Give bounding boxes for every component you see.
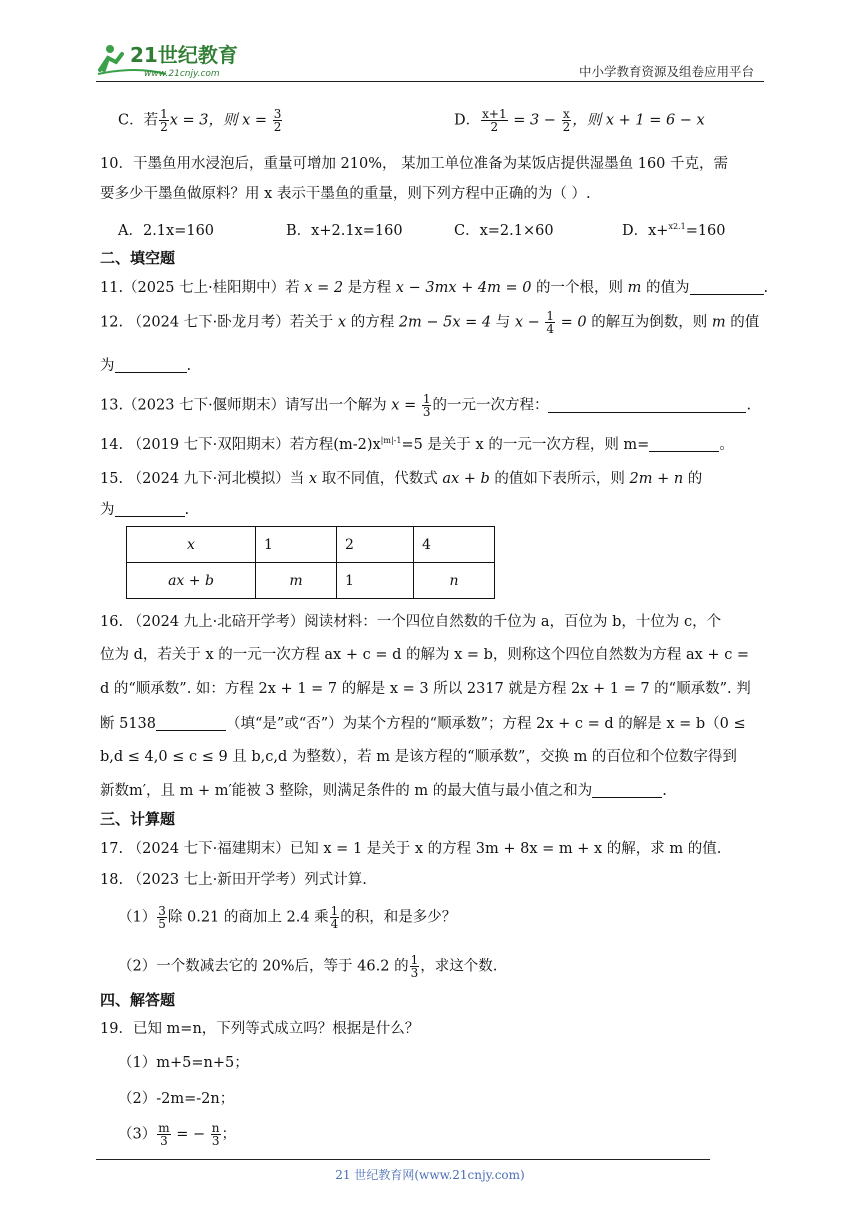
table-cell [127,527,256,563]
q16-line6-pre: 新数m′，且 m + m′能被 3 整除，则满足条件的 m 的最大值与最小值之和为 [100,783,593,799]
question-17: 17. （2024 七下·福建期末）已知 x = 1 是关于 x 的方程 3m + 8x = m + x 的解，求 m 的值. [100,841,722,857]
runner-logo-icon [96,40,266,80]
q11-var: m [627,280,642,296]
frac-den: 2 [160,120,168,134]
q10-option-b: B．x+2.1x=160 [286,223,403,239]
q12-frac [545,310,555,335]
q15-line2: 为 [100,502,115,518]
frac-den: 3 [160,1134,168,1148]
answer-blank[interactable] [115,357,187,373]
frac-num: 1 [410,953,419,967]
frac-num: 1 [422,392,431,406]
site-logo [96,40,266,80]
q18-p2-pre: （2）一个数减去它的 20%后，等于 46.2 的 [118,958,409,975]
q9-optd-frac2 [562,108,572,133]
q19-frac [157,1122,170,1147]
q16-line3: d 的“顺承数”. 如：方程 2x + 1 = 7 的解是 x = 3 所以 2317 就是方程 2x + 1 = 7 的“顺承数”. 判 [100,681,751,697]
section-heading-calculation: 三、计算题 [100,810,176,828]
frac-num: 1 [546,309,555,323]
q16-line5: b,d ≤ 4,0 ≤ c ≤ 9 且 b,c,d 为整数），若 m 是该方程的“顺承数”，交换 m 的百位和个位数字得到 [100,749,737,765]
q13-post: 的一元一次方程： [432,397,549,414]
frac-den: 4 [330,917,339,931]
q12-end: 的值 [725,314,760,331]
cell-text: ax + b [168,572,214,589]
q15-mid: 取不同值，代数式 [317,471,443,487]
logo-text: 21世纪教育 [130,43,238,67]
q18-p1-post: 的积，和是多少？ [340,909,457,926]
table-cell: 1 [256,527,337,563]
frac-num: 3 [158,904,166,918]
q15-end: 的 [683,471,703,487]
q16-line6 [100,779,667,800]
header-platform-text: 中小学教育资源及组卷应用平台 [578,64,754,79]
header-divider [96,81,764,82]
q15-period: . [184,502,190,518]
q15-post: 的值如下表所示，则 [489,471,630,487]
q13-period: . [746,397,752,414]
frac-num: x+1 [482,107,507,121]
table-cell [127,563,256,599]
question-18-title: 18. （2023 七上·新田开学考）列式计算. [100,872,367,888]
q13-eq: x = [391,397,421,414]
frac-num: n [211,1121,220,1135]
frac-num: 1 [330,904,339,918]
q18-frac2 [330,905,340,930]
q11-mid: 是方程 [343,280,396,296]
question-19-title: 19．已知 m=n，下列等式成立吗？根据是什么？ [100,1021,420,1037]
table-cell [256,563,337,599]
q12-eq2-pre: x − [514,314,545,331]
footer-divider [96,1159,710,1160]
answer-blank[interactable] [592,782,662,798]
q12-pre: 12. （2024 七下·卧龙月考）若关于 [100,314,338,331]
q15-pre: 15. （2024 九下·河北模拟）当 [100,471,309,487]
q9-optd-mid: = 3 − [508,112,561,129]
question-11 [100,276,768,297]
answer-blank[interactable] [649,436,719,452]
frac-den: 3 [211,1134,220,1148]
q15-value-table [126,526,495,599]
table-row [127,527,495,563]
question-18-part2 [118,954,497,979]
q10-line1: 10．干墨鱼用水浸泡后，重量可增加 210%， 某加工单位准备为某饭店提供湿墨鱼 160 千克，需 [100,156,729,172]
frac-den: 3 [410,966,419,980]
answer-blank[interactable] [548,397,746,413]
q9-option-d [454,108,705,133]
q10-option-d [622,219,726,240]
q10-line2: 要多少干墨鱼做原料？用 x 表示干墨鱼的重量，则下列方程中正确的为（ ）. [100,186,591,202]
cell-text: x [187,536,195,553]
q12-eq2-post: = 0 [556,314,587,331]
q9-optd-tail: ，则 x + 1 = 6 − x [572,112,705,129]
q11-eq: x − 3mx + 4m = 0 [395,280,532,296]
q9-optd-label: D． [454,112,481,129]
q11-end: 的值为 [641,280,690,296]
q18-p2-post: ，求这个数. [420,958,498,975]
q16-line4-post: （填“是”或“否”）为某个方程的“顺承数”；方程 2x + c = d 的解是 x = b（0 ≤ [226,716,746,732]
q9-optc-frac [159,108,169,133]
cell-text: n [449,572,459,589]
section-heading-answer: 四、解答题 [100,991,176,1009]
question-15-line1 [100,467,702,488]
question-15-line2 [100,498,189,519]
q14-post: =5 是关于 x 的一元一次方程，则 m= [401,437,650,453]
q18-p1-pre: （1） [118,909,157,926]
q18-p1-mid: 除 0.21 的商加上 2.4 乘 [167,909,329,926]
q16-line4 [100,712,746,733]
question-12-line1 [100,310,759,335]
q12-period: . [186,358,192,374]
q19-p3-post: ； [221,1126,236,1143]
frac-num: m [158,1121,170,1135]
question-13 [100,393,751,418]
q10-optd-pre: D．x+ [622,223,669,239]
q10-optd-sup: x2.1 [668,222,686,232]
frac-den: 3 [422,405,431,419]
q16-line4-pre: 断 5138 [100,716,157,732]
q10-optd-post: =160 [685,223,726,239]
q12-var2: m [711,314,726,331]
q9-optc-frac2 [273,108,283,133]
q15-target: 2m + n [629,471,684,487]
frac-den: 4 [546,322,555,336]
answer-blank[interactable] [690,279,764,295]
table-cell: 1 [337,563,414,599]
q9-optd-frac [481,108,507,133]
q19-frac2 [211,1122,221,1147]
q14-sup: |m|-1 [380,436,402,446]
table-cell: 4 [414,527,495,563]
q9-optc-label: C．若 [118,112,159,129]
q15-expr: ax + b [442,471,490,487]
q19-p3-mid: = − [171,1126,210,1143]
q16-line1: 16. （2024 九上·北碚开学考）阅读材料：一个四位自然数的千位为 a，百位为 b，十位为 c，个 [100,614,722,630]
q12-and: 与 [491,314,515,331]
frac-den: 2 [490,120,499,134]
table-row [127,563,495,599]
q15-var: x [308,471,318,487]
q11-period: . [763,280,769,296]
frac-num: x [563,107,570,121]
q14-pre: 14. （2019 七下·双阳期末）若方程(m-2)x [100,437,381,453]
q12-eq1: 2m − 5x = 4 [398,314,492,331]
q12-mid: 的方程 [346,314,399,331]
question-19-part1: （1）m+5=n+5； [118,1055,249,1071]
q19-p3-pre: （3） [118,1126,157,1143]
q10-option-c: C．x=2.1×60 [454,223,554,239]
q13-frac [422,393,432,418]
question-19-part2: （2）-2m=-2n； [118,1091,235,1107]
cell-text: m [289,572,303,589]
frac-den: 2 [562,120,571,134]
question-12-line2 [100,354,191,375]
q12-var: x [337,314,347,331]
section-heading-fill-blank: 二、填空题 [100,249,176,267]
answer-blank[interactable] [115,501,185,517]
q9-optc-mid: x = 3，则 x = [169,112,272,129]
q11-post: 的一个根，则 [531,280,628,296]
q11-cond: x = 2 [304,280,344,296]
q11-pre: 11.（2025 七上·桂阳期中）若 [100,280,305,296]
q12-post: 的解互为倒数，则 [586,314,712,331]
q9-option-c [118,108,283,133]
q16-line2: 位为 d，若关于 x 的一元一次方程 ax + c = d 的解为 x = b，则称这个四位自然数为方程 ax + c = [100,647,750,663]
footer-text[interactable]: 21 世纪教育网(www.21cnjy.com) [335,1168,525,1182]
q18-frac [157,905,167,930]
q13-pre: 13.（2023 七下·偃师期末）请写出一个解为 [100,397,392,414]
q18-frac3 [410,954,420,979]
question-19-part3 [118,1122,236,1147]
table-cell: 2 [337,527,414,563]
answer-blank[interactable] [156,715,226,731]
logo-url: www.21cnjy.com [144,69,220,79]
frac-num: 1 [160,107,168,121]
q12-line2: 为 [100,358,115,374]
q16-line6-post: . [662,783,667,799]
question-18-part1 [118,905,456,930]
q10-option-a: A．2.1x=160 [118,223,215,239]
frac-den: 2 [273,120,282,134]
frac-den: 5 [158,917,166,931]
table-cell [414,563,495,599]
question-14 [100,433,734,454]
frac-num: 3 [273,107,282,121]
q14-end: 。 [719,437,734,453]
